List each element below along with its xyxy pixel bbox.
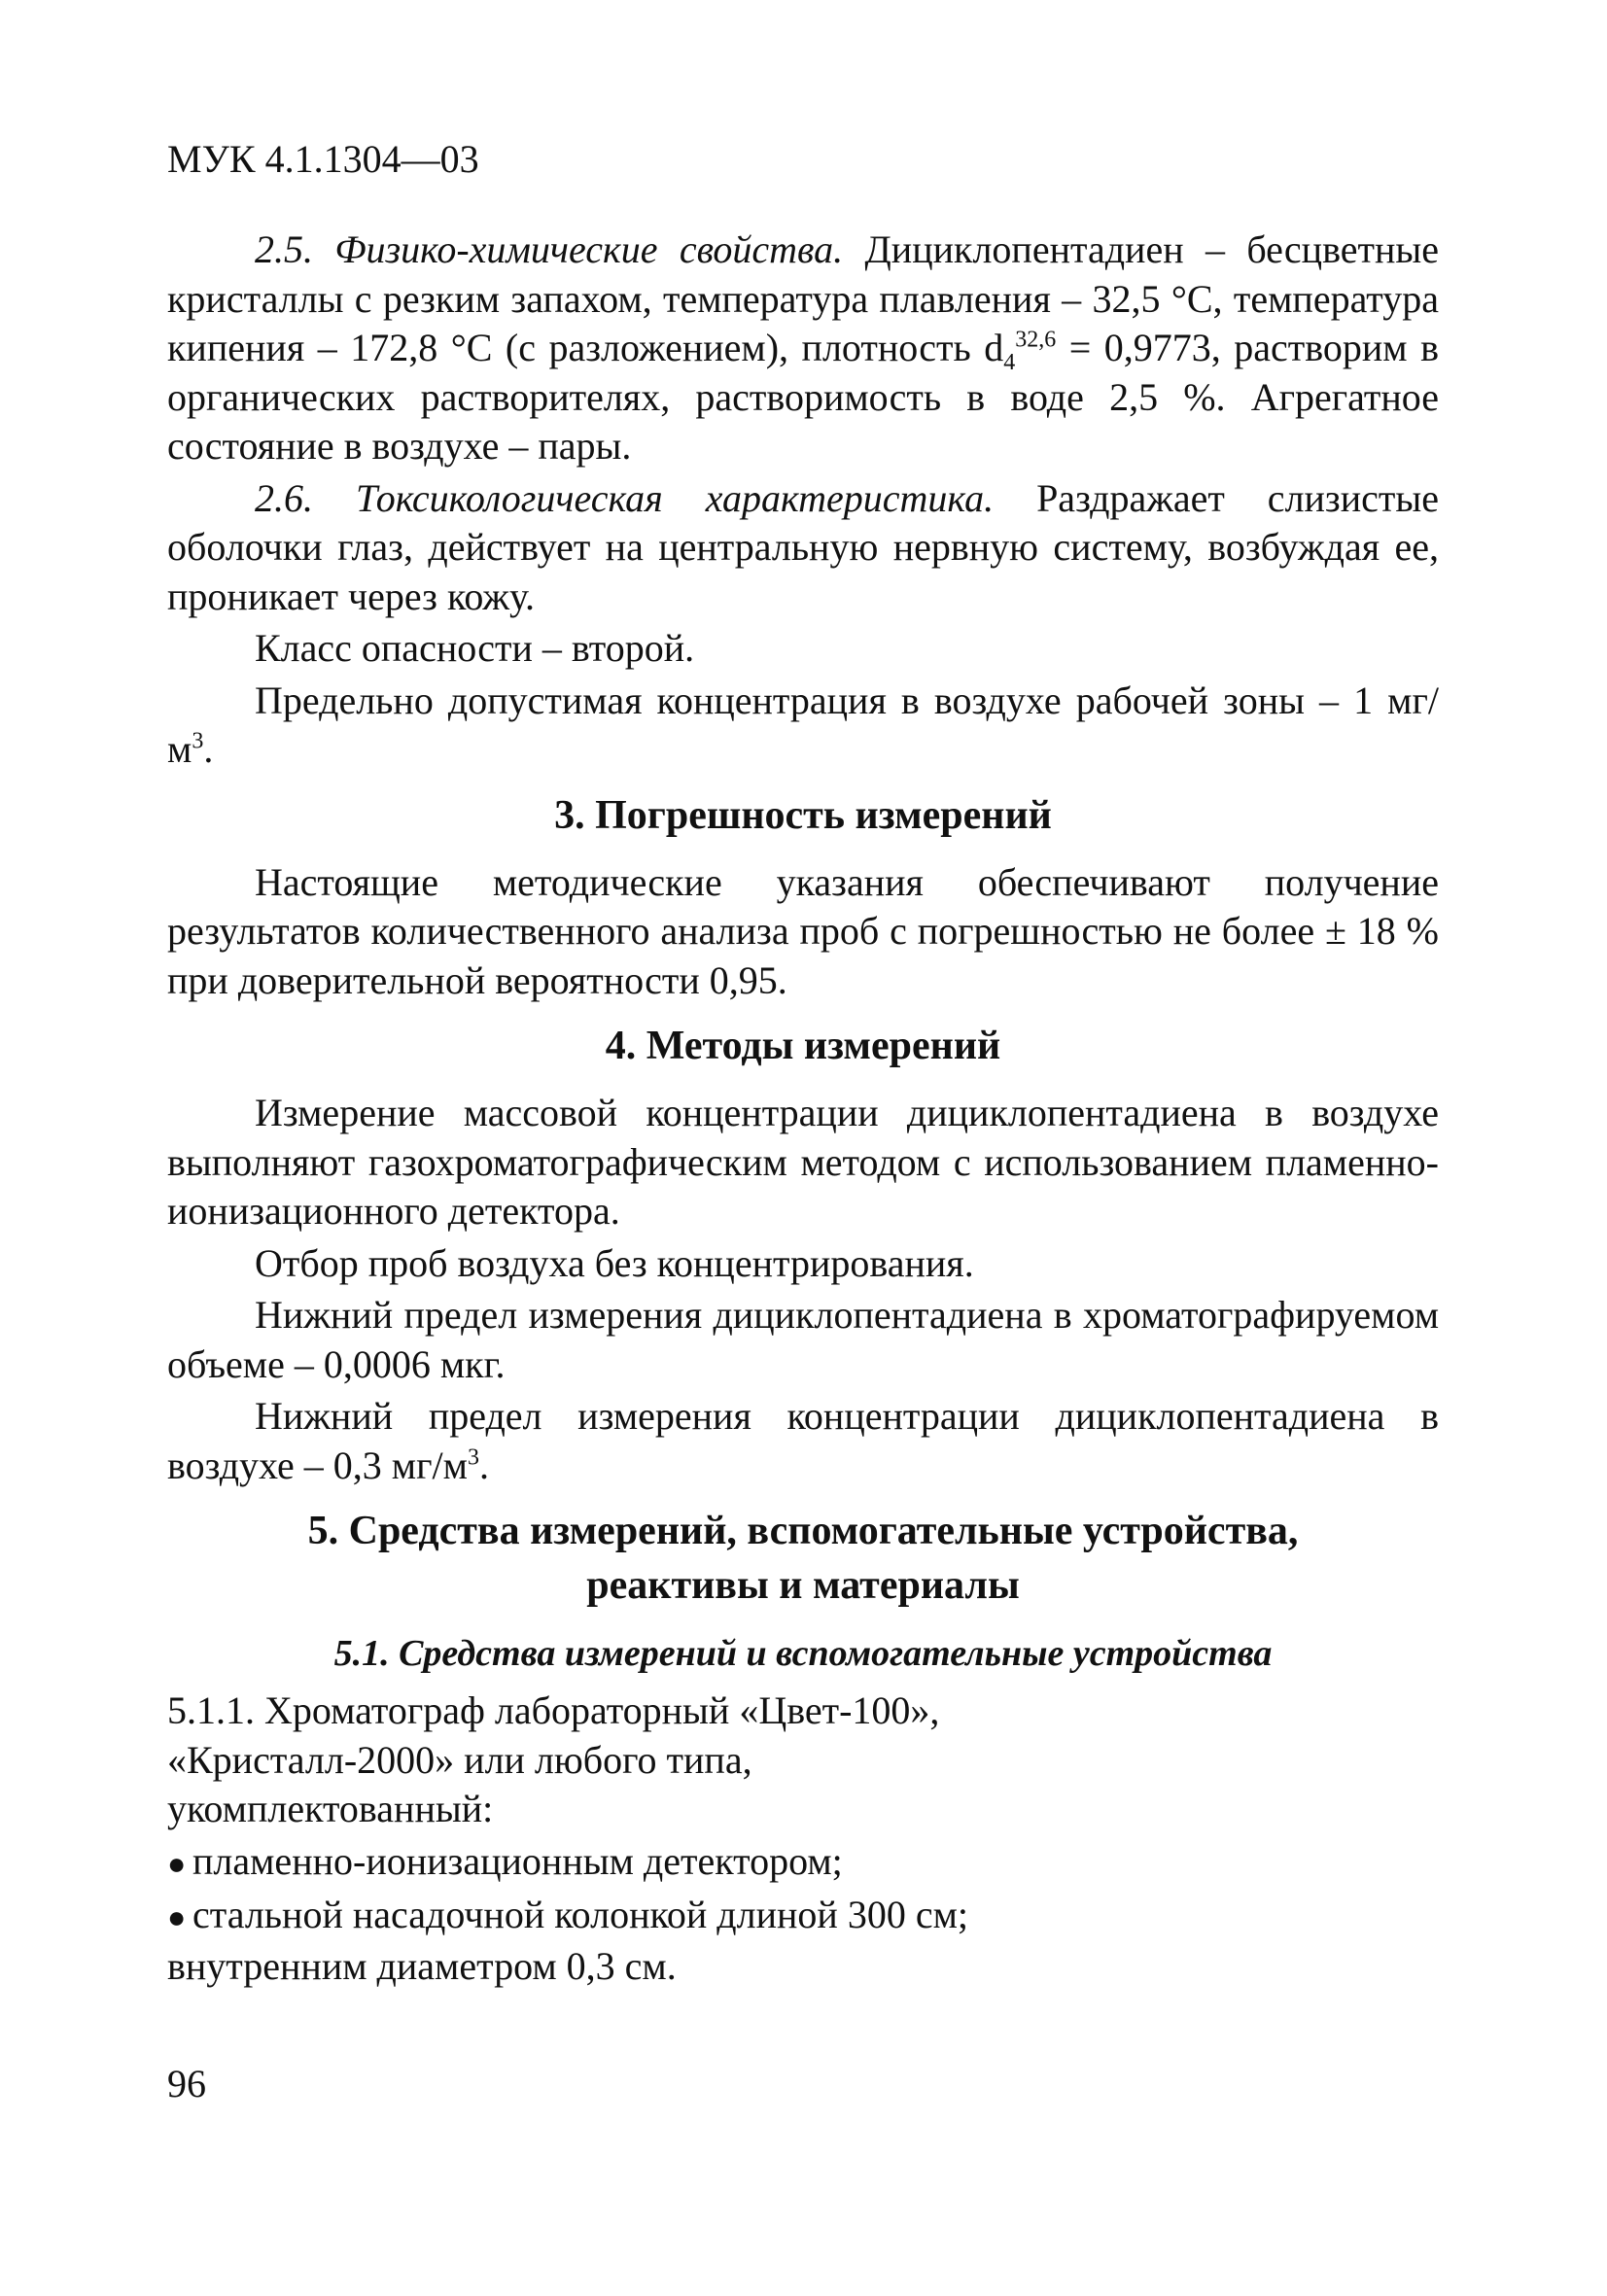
bullet-item-1	[167, 1837, 1023, 1889]
section-4-paragraph-1: Измерение массовой концентрации дициклопентадиена в воздухе выполняют газохроматографическим методом с использованием пламенно-ионизационного детектора.	[167, 1091, 1439, 1233]
section-5-heading-line-1: 5. Средства измерений, вспомогательные устройства,	[307, 1509, 1299, 1553]
section-3-paragraph: Настоящие методические указания обеспечивают получение результатов количественного анализа проб с погрешностью не более ± 18 % при доверительной вероятности 0,95.	[167, 859, 1439, 1002]
section-4-superscript: 3	[467, 1444, 479, 1471]
section-4-paragraph-4	[167, 1392, 1439, 1490]
section-4-paragraph-3: Нижний предел измерения дициклопентадиена в хроматографируемом объеме – 0,0006 мкг.	[167, 1293, 1439, 1386]
mpc-text: Предельно допустимая концентрация в воздухе рабочей зоны – 1 мг/м	[167, 678, 1439, 771]
section-4-paragraph-2: Отбор проб воздуха без концентрирования.	[255, 1240, 974, 1285]
section-4-paragraph-4-text: Нижний предел измерения концентрации дициклопентадиена в воздухе – 0,3 мг/м	[167, 1394, 1439, 1487]
item-5-1-1-paragraph: 5.1.1. Хроматограф лабораторный «Цвет-100», «Кристалл-2000» или любого типа, укомплектованный:	[167, 1688, 940, 1830]
section-4-heading: 4. Методы измерений	[605, 1024, 1001, 1068]
paragraph-2-6	[167, 474, 1439, 622]
paragraph-2-6-text: Раздражает слизистые оболочки глаз, действует на центральную нервную систему, возбуждая ее, проникает через кожу.	[167, 475, 1439, 618]
bullet-icon: ●	[167, 1845, 187, 1881]
continuation-line: внутренним диаметром 0,3 см.	[167, 1943, 677, 1988]
density-subscript: 4	[1003, 350, 1016, 375]
section-5-heading-line-2: реактивы и материалы	[586, 1563, 1020, 1608]
paragraph-2-5	[167, 226, 1439, 471]
density-superscript: 32,6	[1015, 327, 1057, 353]
hazard-class-paragraph: Класс опасности – второй.	[255, 626, 695, 670]
mpc-end: .	[203, 727, 214, 771]
section-4-paragraph-4-end: .	[478, 1443, 489, 1487]
paragraph-2-5-text-a: Дициклопентадиен – бесцветные кристаллы с резким запахом, температура плавления – 32,5 °С, температура кипения – 172,8 °С (с разложением), плотность d	[167, 227, 1440, 369]
bullet-item-2-text: стальной насадочной колонкой длиной 300 см;	[192, 1893, 969, 1936]
paragraph-2-6-label: 2.6. Токсикологическая характеристика.	[255, 475, 995, 520]
section-5-heading	[167, 1504, 1439, 1613]
section-3-heading: 3. Погрешность измерений	[554, 792, 1052, 838]
paragraph-2-5-text-b: = 0,9773, растворим в органических растворителях, растворимость в воде 2,5 %. Агрегатное состояние в воздухе – пары.	[167, 326, 1439, 468]
subsection-5-1-1	[167, 1687, 1023, 1991]
bullet-item-2	[167, 1891, 1023, 1942]
document-code-header: МУК 4.1.1304—03	[167, 137, 479, 181]
page-body	[167, 226, 1439, 1991]
bullet-icon: ●	[167, 1899, 187, 1934]
page-number: 96	[167, 2062, 206, 2105]
mpc-paragraph	[167, 677, 1439, 775]
mpc-superscript: 3	[192, 728, 204, 754]
bullet-item-1-text: пламенно-ионизационным детектором;	[192, 1838, 843, 1883]
paragraph-2-5-label: 2.5. Физико-химические свойства.	[255, 227, 844, 271]
subsection-5-1-heading: 5.1. Средства измерений и вспомогательные устройства	[333, 1633, 1273, 1674]
